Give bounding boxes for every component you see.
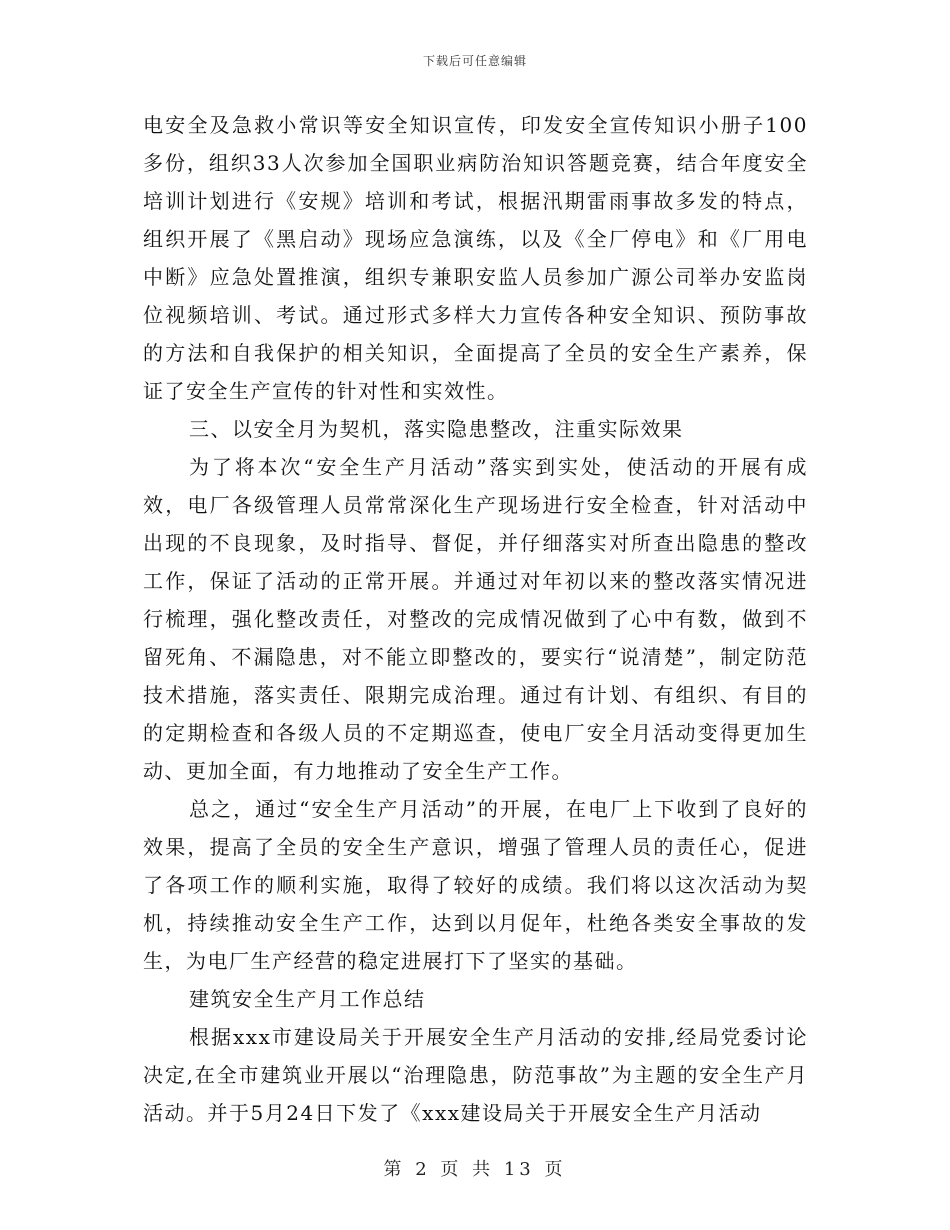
section-heading-3: 三、以安全月为契机，落实隐患整改，注重实际效果 <box>189 417 684 441</box>
document-body <box>143 106 808 1132</box>
paragraph-2: 为了将本次“安全生产月活动”落实到实处，使活动的开展有成效，电厂各级管理人员常常深化生产现场进行安全检查，针对活动中出现的不良现象，及时指导、督促，并仔细落实对所查出隐患的整改工作，保证了活动的正常开展。并通过对年初以来的整改落实情况进行梳理，强化整改责任，对整改的完成情况做到了心中有数，做到不留死角、不漏隐患，对不能立即整改的，要实行“说清楚”，制定防范技术措施，落实责任、限期完成治理。通过有计划、有组织、有目的的定期检查和各级人员的不定期巡查，使电厂安全月活动变得更加生动、更加全面，有力地推动了安全生产工作。 <box>143 455 808 783</box>
page-header: 下载后可任意编辑 <box>422 54 527 68</box>
article-title: 建筑安全生产月工作总结 <box>189 987 426 1011</box>
paragraph-1: 电安全及急救小常识等安全知识宣传，印发安全宣传知识小册子100多份，组织33人次参加全国职业病防治知识答题竞赛，结合年度安全培训计划进行《安规》培训和考试，根据汛期雷雨事故多发的特点，组织开展了《黑启动》现场应急演练，以及《全厂停电》和《厂用电中断》应急处置推演，组织专兼职安监人员参加广源公司举办安监岗位视频培训、考试。通过形式多样大力宣传各种安全知识、预防事故的方法和自我保护的相关知识，全面提高了全员的安全生产素养，保证了安全生产宣传的针对性和实效性。 <box>143 113 808 403</box>
paragraph-4: 根据xxx市建设局关于开展安全生产月活动的安排,经局党委讨论决定,在全市建筑业开展以“治理隐患，防范事故”为主题的安全生产月活动。并于5月24日下发了《xxx建设局关于开展安全生产月活动 <box>143 1025 808 1125</box>
paragraph-3: 总之，通过“安全生产月活动”的开展，在电厂上下收到了良好的效果，提高了全员的安全生产意识，增强了管理人员的责任心，促进了各项工作的顺利实施，取得了较好的成绩。我们将以这次活动为契机，持续推动安全生产工作，达到以月促年，杜绝各类安全事故的发生，为电厂生产经营的稳定进展打下了坚实的基础。 <box>143 797 808 973</box>
page-footer: 第 2 页 共 13 页 <box>383 1159 567 1180</box>
